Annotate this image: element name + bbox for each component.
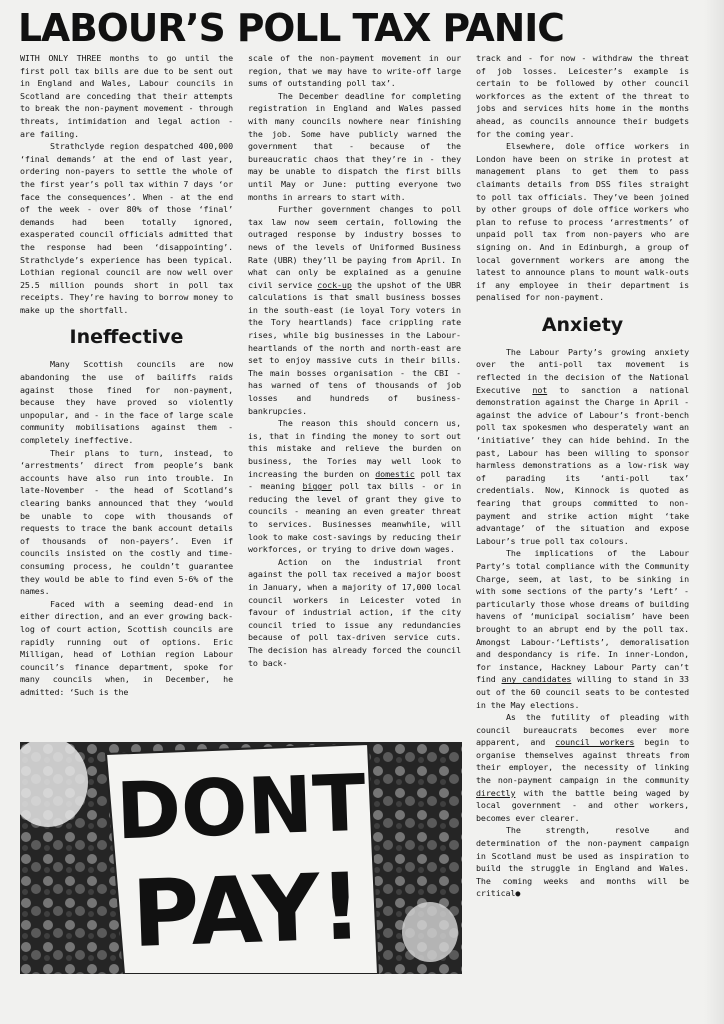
placard-text-line-2: PAY! [130, 853, 364, 968]
body-paragraph-1: Many Scottish councils are now abandoning the use of bailiffs raids against those fined for non-payment, because they have proved so violently unpopular, and - in the face of large scale community mobilisations against them - completely ineffective. [20, 359, 233, 446]
body-paragraph-3: Faced with a seeming dead-end in either direction, and an ever growing back-log of court action, Scottish councils are rapidly running out of options. Eric Milligan, head of Lothian region Labour council’s finance department, spoke for many councils when, in December, he admitted: ‘Such is the [20, 598, 233, 697]
mid-paragraph-3: Further government changes to poll tax law now seem certain, following the outraged response by industry bosses to news of the levels of Uniformed Business Rate (UBR) they’ll be paying from April. In what can only be explained as a genuine civil service cock-up the upshot of the UBR calculations is that small business bosses in the south-east (ie loyal Tory voters in the Tory heartlands) face crippling rate rises, while big businesses in the Labour-heartlands of the north and north-east are set to enjoy massive cuts in their bills. The main bosses organisation - the CBI - has warned of tens of thousands of job losses and hundreds of business-bankrupcies. [248, 204, 461, 416]
mid-paragraph-4: The reason this should concern us, is, that in finding the money to sort out this mistake and relieve the burden on business, the Tories may well look to increasing the burden on domestic poll tax - meaning bigger poll tax bills - or in reducing the level of grant they give to councils - meaning an even greater threat to services. Businesses meanwhile, will look to make cost-savings by reducing their workforces, or trying to drive down wages. [248, 418, 461, 555]
protest-photo [20, 742, 462, 974]
right-column [476, 52, 689, 982]
body-paragraph-2: Their plans to turn, instead, to ‘arrestments’ direct from people’s bank accounts have also run into trouble. In late-November - the head of Scotland’s clearing banks announced that they ‘would be unable to cope with thousands of requests to trace the bank account details of thousands of non-payers’. Even if councils insisted on the costly and time-consuming process, he couldn’t guarantee they would be able to find even 5-6% of the names. [20, 447, 233, 597]
right-paragraph-3: The Labour Party’s growing anxiety over the anti-poll tax movement is reflected in the decision of the National Executive not to sanction a national demonstration against the Charge in April - against the advice of Labour’s front-bench poll tax spokesmen who desperately want an ‘initiative’ they can hide behind. In the past, Labour has been willing to sponsor harmless demonstrations as a low-risk way of parading its ‘anti-poll tax’ credentials. Now, Kinnock is quoted as fearing that groups committed to non-payment and strike action might ‘take advantage’ of the situation and expose Labour’s true poll tax colours. [476, 346, 689, 546]
placard-text-line-1: DONT [114, 758, 368, 858]
heading-ineffective: Ineffective [69, 326, 184, 349]
heading-anxiety: Anxiety [541, 313, 624, 336]
middle-column [248, 52, 461, 742]
left-column [20, 52, 233, 722]
right-paragraph-2: Elsewhere, dole office workers in London have been on strike in protest at management plans to get them to pass claimants details from DSS files straight to poll tax officials. They’ve been joined by other groups of dole office workers who plan to refuse to process ‘arrestments’ of unpaid poll tax from non-payers who are signing on. And in Edinburgh, a group of local government workers are among the latest to announce plans to mount walk-outs if any employee in their department is penalised for non-payment. [476, 141, 689, 303]
right-paragraph-6: The strength, resolve and determination of the non-payment campaign in Scotland must be used as inspiration to build the struggle in England and Wales. The coming weeks and months will be critical● [476, 825, 689, 899]
mid-paragraph-1: scale of the non-payment movement in our region, that we may have to write-off large sums of outstanding poll tax’. [248, 53, 461, 89]
intro-paragraph-1: WITH ONLY THREE months to go until the first poll tax bills are due to be sent out in England and Wales, Labour councils in Scotland are conceding that their attempts to break the non-payment movement - through threats, intimidation and legal action - are failing. [20, 53, 233, 139]
headline: LABOUR’S POLL TAX PANIC [18, 6, 564, 50]
intro-paragraph-2: Strathclyde region despatched 400,000 ‘final demands’ at the end of last year, ordering non-payers to settle the whole of the first year’s poll tax within 7 days ‘or face the consequences’. When - at the end of the week - over 80% of those ‘final’ demands had been totally ignored, exasperated council officials admitted that the response had been ‘disappointing’. Strathclyde’s experience has been typical. Lothian regional council are now well over 25.5 million pounds short in poll tax receipts. They’re having to borrow money to make up the shortfall. [20, 141, 233, 315]
protest-photo-illustration [20, 742, 462, 974]
right-paragraph-4: The implications of the Labour Party’s total compliance with the Community Charge, seem, at last, to be sinking in with some sections of the party’s ‘Left’ - particularly those whose dreams of building havens of ‘municipal socialism’ have been brought to an abrupt end by the poll tax. Amongst Labour-‘Leftists’, demoralisation and despondancy is rife. In inner-London, for instance, Hackney Labour Party can’t find any candidates willing to stand in 33 out of the 60 council seats to be contested in the May elections. [476, 548, 689, 710]
right-paragraph-5: As the futility of pleading with council bureaucrats becomes ever more apparent, and council workers begin to organise themselves against threats from their employer, the necessity of linking the non-payment campaign in the community directly with the battle being waged by local government - and other workers, becomes ever clearer. [476, 712, 689, 823]
mid-paragraph-5: Action on the industrial front against the poll tax received a major boost in January, when a majority of 17,000 local council workers in Leicester voted in favour of industrial action, if the city council tried to issue any redundancies because of poll tax-driven service cuts. The decision has already forced the council to back- [248, 556, 461, 668]
right-paragraph-1: track and - for now - withdraw the threat of job losses. Leicester’s example is certain to be followed by other council workforces as the extent of the threat to jobs and services hits home in the months ahead, as councils announce their budgets for the coming year. [476, 53, 689, 139]
mid-paragraph-2: The December deadline for completing registration in England and Wales passed with many councils nowhere near finishing the job. Some have publicly warned the government that - because of the bureaucratic chaos that they’re in - they may be unable to dispatch the first bills until May or June: putting everyone two months in arrears to start with. [248, 90, 461, 202]
page-edge-shadow [704, 0, 724, 1024]
